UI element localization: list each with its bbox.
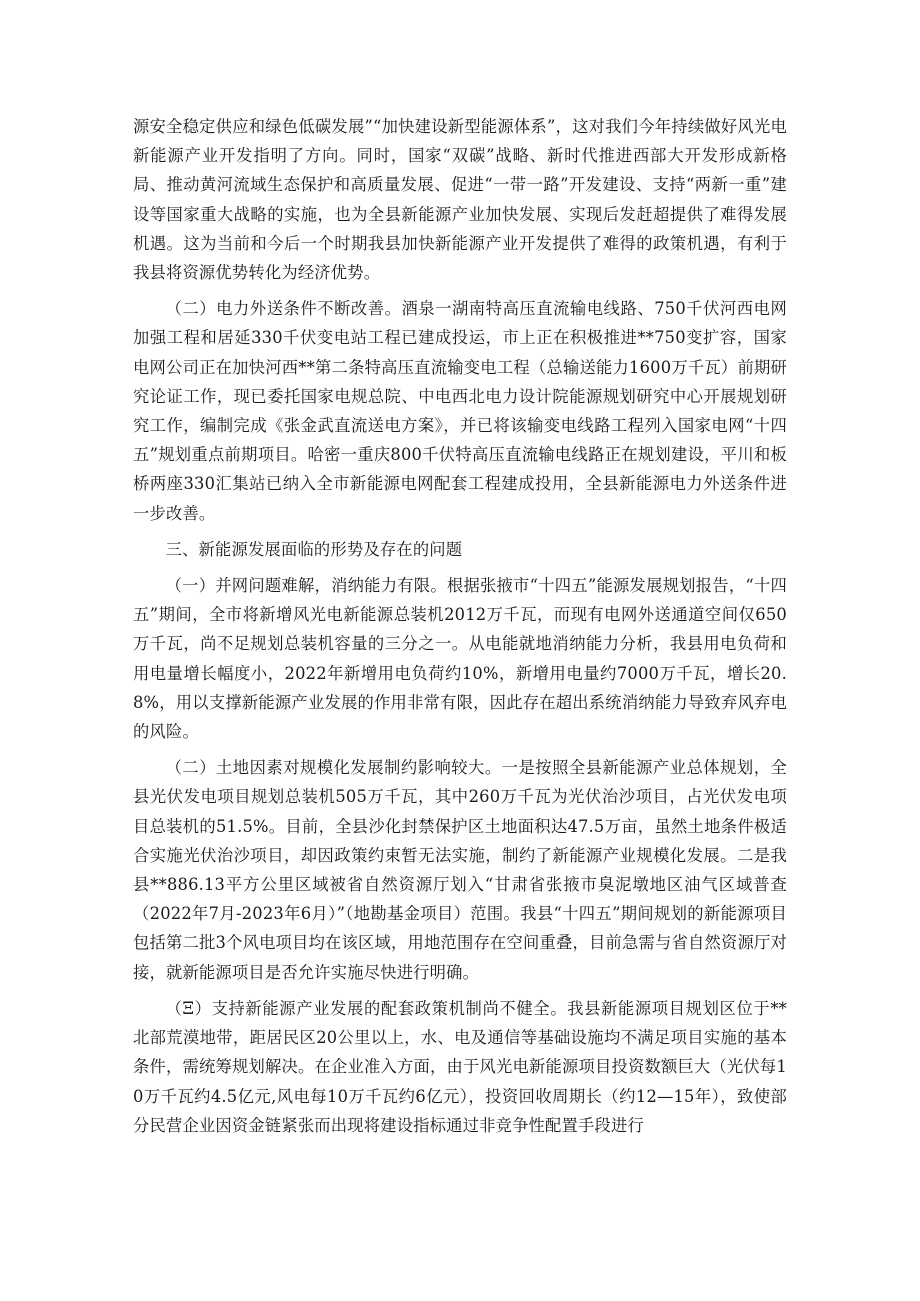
- paragraph-grid-connection: （一）并网问题难解，消纳能力有限。根据张掖市“十四五”能源发展规划报告，“十四五”期间，全市将新增风光电新能源总装机2012万千瓦，而现有电网外送通道空间仅650万千瓦，尚不足规划总装机容量的三分之一。从电能就地消纳能力分析，我县用电负荷和用电量增长幅度小，2022年新增用电负荷约10%，新增用电量约7000万千瓦，增长20.8%，用以支撑新能源产业发展的作用非常有限，因此存在超出系统消纳能力导致弃风弃电的风险。: [133, 576, 787, 742]
- section-heading-3: 三、新能源发展面临的形势及存在的问题: [165, 539, 463, 559]
- document-body: [133, 112, 787, 1147]
- paragraph-continued: 源安全稳定供应和绿色低碳发展”“加快建设新型能源体系”，这对我们今年持续做好风光电新能源产业开发指明了方向。同时，国家“双碳”战略、新时代推进西部大开发形成新格局、推动黄河流域生态保护和高质量发展、促进“一带一路”开发建设、支持“两新一重”建设等国家重大战略的实施，也为全县新能源产业加快发展、实现后发赶超提供了难得发展机遇。这为当前和今后一个时期我县加快新能源产业开发提供了难得的政策机遇，有利于我县将资源优势转化为经济优势。: [133, 117, 787, 283]
- paragraph-policy-mechanism: （Ξ）支持新能源产业发展的配套政策机制尚不健全。我县新能源项目规划区位于**北部荒漠地带，距居民区20公里以上，水、电及通信等基础设施均不满足项目实施的基本条件，需统筹规划解决。在企业准入方面，由于风光电新能源项目投资数额巨大（光伏每10万千瓦约4.5亿元,风电每10万千瓦约6亿元），投资回收周期长（约12—15年），致使部分民营企业因资金链紧张而出现将建设指标通过非竞争性配置手段进行: [133, 998, 787, 1135]
- paragraph-land-factors: （二）土地因素对规模化发展制约影响较大。一是按照全县新能源产业总体规划，全县光伏发电项目规划总装机505万千瓦，其中260万千瓦为光伏治沙项目，占光伏发电项目总装机的51.5%。目前，全县沙化封禁保护区土地面积达47.5万亩，虽然土地条件极适合实施光伏治沙项目，却因政策约束暂无法实施，制约了新能源产业规模化发展。二是我县**886.13平方公里区域被省自然资源厅划入“甘肃省张掖市臭泥墩地区油气区域普查（2022年7月-2023年6月）”（地勘基金项目）范围。我县“十四五”期间规划的新能源项目包括第二批3个风电项目均在该区域，用地范围存在空间重叠，目前急需与省自然资源厅对接，就新能源项目是否允许实施尽快进行明确。: [133, 758, 787, 982]
- paragraph-power-transmission: （二）电力外送条件不断改善。酒泉一湖南特高压直流输电线路、750千伏河西电网加强工程和居延330千伏变电站工程已建成投运，市上正在积极推进**750变扩容，国家电网公司正在加快河西**第二条特高压直流输变电工程（总输送能力1600万千瓦）前期研究论证工作，现已委托国家电规总院、中电西北电力设计院能源规划研究中心开展规划研究工作，编制完成《张金武直流送电方案》，并已将该输变电线路工程列入国家电网“十四五”规划重点前期项目。哈密一重庆800千伏特高压直流输电线路正在规划建设，平川和板桥两座330汇集站已纳入全市新能源电网配套工程建成投用，全县新能源电力外送条件进一步改善。: [133, 299, 787, 523]
